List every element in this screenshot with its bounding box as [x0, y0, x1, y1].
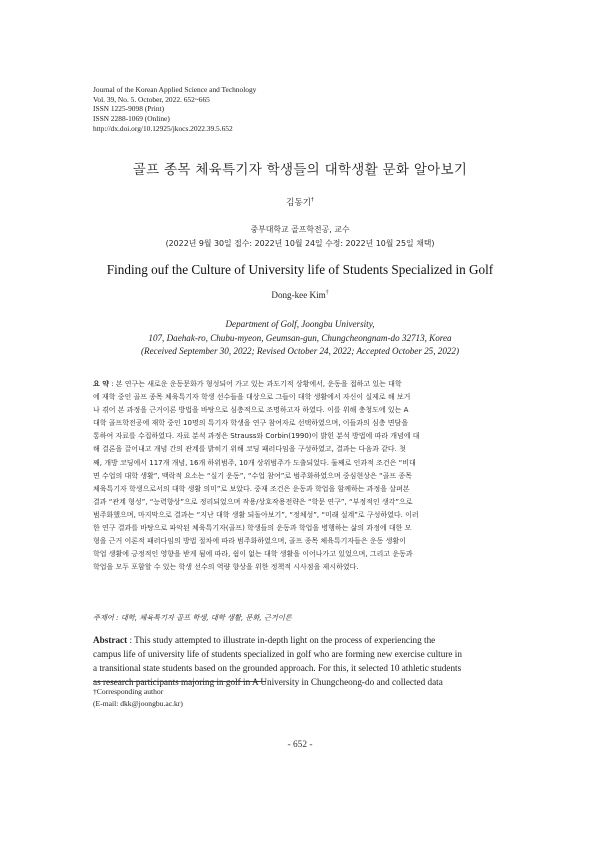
korean-abstract: [93, 378, 513, 574]
english-author-name: Dong-kee Kim: [271, 290, 326, 301]
abstract-line: 형을 근거 이론적 패러다임의 방법 절차에 따라 범주화하였으며, 골프 종목 체육특기자들은 운동 생활이: [93, 537, 406, 546]
doi-link[interactable]: http://dx.doi.org/10.12925/jkocs.2022.39.5.652: [93, 123, 233, 133]
korean-author-name: 김동기: [286, 198, 312, 208]
abstract-line: 요 약 : 본 연구는 새로운 운동문화가 형성되어 가고 있는 과도기적 상황에서, 운동을 접하고 있는 대학: [93, 380, 402, 388]
issn-online: ISSN 2288-1069 (Online): [93, 114, 170, 124]
abstract-line: 면 수업의 대학 생활”, 맥락적 요소는 “실기 운동”, “수업 참여”로 범주화하였으며 중심현상은 “골프 종목: [93, 471, 412, 480]
abstract-line: 결과 “관계 형성”, “능력향상”으로 정리되었으며 작용/상호작용전략은 “학문 연구”, “부정적인 생각”으로: [93, 497, 413, 506]
abstract-line: a transitional state students based on the grounded approach. For this, it selected 10 athletic students: [93, 662, 462, 673]
footnotes: [93, 686, 393, 709]
issn-print: ISSN 1225-9098 (Print): [93, 104, 165, 114]
english-affiliation-line: 107, Daehak-ro, Chubu-myeon, Geumsan-gun, Chungcheongnam-do 32713, Korea: [148, 332, 452, 343]
abstract-line: 범주화했으며, 마지막으로 결과는 “지난 대학 생활 되돌아보기”, “정체성”, “미래 설계”로 구성하였다. 이러: [93, 510, 419, 519]
korean-title: 골프 종목 체육특기자 학생들의 대학생활 문화 알아보기: [132, 162, 468, 178]
corresponding-email[interactable]: (E-mail: dkk@joongbu.ac.kr): [93, 698, 183, 708]
korean-author: [0, 196, 600, 208]
english-author-mark: †: [325, 290, 329, 296]
korean-affiliation-block: [0, 223, 600, 250]
journal-header: [93, 85, 473, 134]
journal-name: Journal of the Korean Applied Science and Technology: [93, 85, 257, 94]
abstract-line: 나 겪어 본 과정을 근거이론 방법을 바탕으로 심층적으로 조명하고자 하였다. 이를 위해 충청도에 있는 A: [93, 406, 409, 415]
corresponding-author-note: †Corresponding author: [93, 687, 164, 696]
abstract-line: 학업 생활에 긍정적인 영향을 받게 됨에 따라, 쉼이 없는 대학 생활을 이어나가고 있었으며, 그리고 운동과: [93, 550, 413, 559]
english-dates: (Received September 30, 2022; Revised October 24, 2022; Accepted October 25, 2022): [140, 346, 459, 357]
footnote-divider: [93, 681, 266, 682]
korean-keywords: 주제어 : 대학, 체육특기자 골프 학생, 대학 생활, 문화, 근거이론: [93, 613, 292, 622]
english-author: [0, 290, 600, 300]
abstract-line: Abstract : This study attempted to illustrate in-depth light on the process of experiencing the: [93, 635, 436, 645]
abstract-line: 한 연구 결과를 바탕으로 파악된 체육특기자(골프) 학생들의 운동과 학업을 병행하는 삶의 과정에 대한 모: [93, 524, 412, 533]
abstract-line: 대학 골프학전공에 재학 중인 10명의 특기자 학생을 연구 참여자로 선택하였으며, 이들과의 심층 면담을: [93, 419, 409, 428]
english-affiliation-line: Department of Golf, Joongbu University,: [225, 319, 375, 329]
korean-abstract-label: 요 약: [93, 380, 109, 388]
korean-author-mark: †: [311, 197, 314, 204]
abstract-line: campus life of university life of students specialized in golf who are forming new exercise culture in: [93, 648, 462, 659]
english-affiliation-block: [0, 318, 600, 359]
abstract-line: 통하여 자료를 수집하였다. 자료 분석 과정은 Strauss와 Corbin(1990)이 밝힌 분석 방법에 따라 개념에 대: [93, 432, 420, 441]
abstract-line: 에 재학 중인 골프 종목 체육특기자 학생 선수들을 대상으로 그들이 대학 생활에서 자신이 실제로 해 보거: [93, 393, 411, 402]
abstract-line: 째, 개방 코딩에서 117개 개념, 16개 하위범주, 10개 상위범주가 도출되었다. 둘째로 인과적 조건은 “비대: [93, 458, 416, 467]
korean-dates: (2022년 9월 30일 접수: 2022년 10월 24일 수정: 2022년 10월 25일 채택): [165, 238, 435, 248]
abstract-line: as research participants majoring in golf in A University in Chungcheong-do and collected data: [93, 676, 443, 687]
page-number: - 652 -: [287, 740, 313, 750]
abstract-line: 학업을 모두 포함할 수 있는 학생 선수의 역량 향상을 위한 정책적 시사점을 제시하였다.: [93, 563, 359, 572]
journal-issue: Vol. 39, No. 5. October, 2022. 652~665: [93, 94, 210, 104]
abstract-line: 체육특기자 학생으로서의 대학 생활 의미”로 보았다. 중재 조건은 운동과 학업을 함께하는 과정을 살펴본: [93, 484, 410, 493]
abstract-line: 해 결론을 끌어내고 개념 간의 관계를 밝히기 위해 코딩 패러다임을 구성하였고, 결과는 다음과 같다. 첫: [93, 445, 406, 454]
korean-affiliation: 중부대학교 골프학전공, 교수: [250, 225, 350, 234]
english-title: Finding ouf the Culture of University life of Students Specialized in Golf: [106, 262, 494, 277]
english-abstract-label: Abstract: [93, 635, 128, 645]
